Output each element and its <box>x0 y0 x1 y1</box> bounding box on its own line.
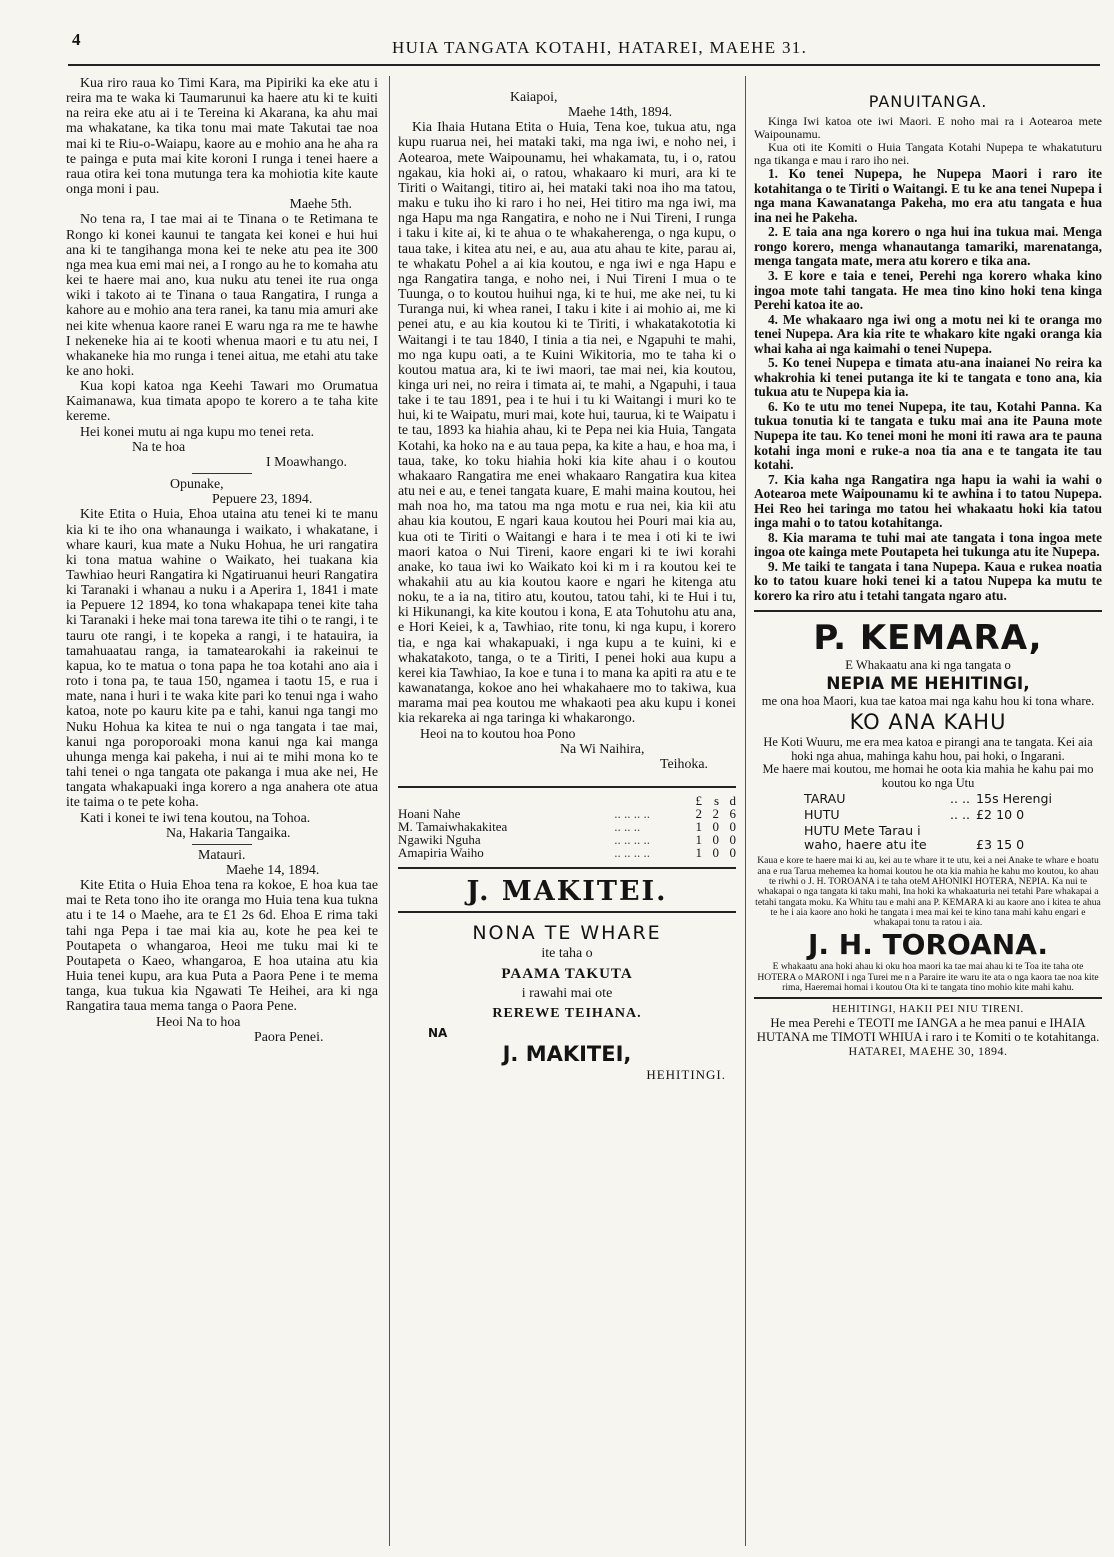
advertiser-name: J. MAKITEI, <box>502 1042 632 1067</box>
ad-heading: KO ANA KAHU <box>849 710 1007 735</box>
dateline: Maehe 5th. <box>289 197 352 213</box>
dateline: Maehe 14th, 1894. <box>568 105 673 121</box>
notice-item: 3. E kore e taia e tenei, Perehi nga korero whaka kino ingoa mote tahi tangata. He mea tino kino hoki tena kinga Perehi katoa ite ao. <box>754 267 1102 313</box>
ad-body: Me haere mai koutou, me homai he oota kia mahia he kahu pai mo koutou ko nga Utu <box>762 762 1094 790</box>
price-list <box>800 790 1056 854</box>
notice-item: 9. Me taiki te tangata i tana Nupepa. Kaua e rukea noatia ko to tatou kuare hoki tenei ki a tatou Nupepa ka mutu te korero ka riro atu i tetahi tangata ngaro atu. <box>754 558 1102 604</box>
ad-body: He Koti Wuuru, me era mea katoa e pirangi ana te tangata. Kei aia hoki nga ahua, mahinga kahu hou, pai hoki, o Ingarani. <box>763 735 1093 763</box>
notices-heading: PANUITANGA. <box>868 92 988 111</box>
advertiser-name: P. KEMARA, <box>813 617 1043 658</box>
ad-line: PAAMA TAKUTA <box>501 966 633 983</box>
signature: Na, Hakaria Tangaika. <box>166 825 291 841</box>
ad-line: E Whakaatu ana ki nga tangata o <box>845 657 1011 672</box>
toroana-advertisement <box>754 928 1102 993</box>
signature: Heoi na to koutou hoa Pono <box>420 726 576 742</box>
advertiser-name: J. H. TOROANA. <box>807 928 1049 962</box>
notice-item: 8. Kia marama te tuhi mai ate tangata i tona ingoa mete ingoa ote kainga mete Poutapeta hei tukunga atu ite Nupepa. <box>754 529 1102 560</box>
ad-place: HEHITINGI. <box>646 1067 726 1083</box>
price-row: HUTU .. .. £2 10 0 <box>804 807 1025 823</box>
separator <box>192 844 252 845</box>
dateline: Maehe 14, 1894. <box>226 862 320 878</box>
shillings-header: s <box>713 793 719 809</box>
column-divider <box>389 76 390 1546</box>
ad-line: me ona hoa Maori, kua tae katoa mai nga kahu hou ki tona whare. <box>761 693 1095 708</box>
ad-place: NEPIA ME HEHITINGI, <box>826 673 1030 694</box>
notice-intro: Kinga Iwi katoa ote iwi Maori. E noho mai ra i Aotearoa mete Waipounamu. <box>754 114 1102 142</box>
advertiser-name: J. MAKITEI. <box>466 876 668 908</box>
section-rule <box>398 867 736 869</box>
price-row: HUTU Mete Tarau i waho, haere atu ite £3 15 0 <box>804 823 1025 853</box>
placeline: Kaiapoi, <box>510 90 558 105</box>
letter-paragraph: No tena ra, I tae mai ai te Tinana o te Retimana te Rongo ki konei kaunui te tangata kei konei e hui hui ana ki te tangihanga mona kei te neke atu pea ite 300 nga mea kua emi mai nei, a I rongo au he to komaha atu kei te haere mai ano, kua nuku atu tenei ite rua onga wiki i takoto ai te Tinana o taua Rangatira, I runga a kahore au e mohio ana tera ranei, ka tanu mia amuri ake nei kite whenua kaore ranei E waru nga ra me te hawhe I nekeneke hia ai te kooti whenua maori e tu atu nei, I whakaneke hia mo runga i tenei aitua, me etahi atu take ke ano hoki. <box>66 212 378 379</box>
notice-item: 6. Ko te utu mo tenei Nupepa, ite tau, Kotahi Panna. Ka tukua tonutia ki te tangata e tuku mai ana ite Pauna mote Nupepa ite tau. Ko tenei moni he moni iti rawa ara te pauna kotahi inga moni e ruke-a noa tia ana e te tangata ite tau kotahi. <box>754 398 1102 473</box>
signature: I Moawhango. <box>266 454 348 470</box>
page-header <box>0 0 1114 70</box>
imprint-heading: HEHITINGI, HAKII PEI NIU TIRENI. <box>832 1003 1024 1016</box>
table-row: Hoani Nahe .. .. .. .. 2 2 6 <box>398 806 736 822</box>
imprint-body: He mea Perehi e TEOTI me IANGA a he mea panui e IHAIA HUTANA me TIMOTI WHIUA i raro i te Komiti o te kotahitanga. <box>756 1016 1100 1045</box>
pence-header: d <box>729 793 736 809</box>
notices-list <box>754 115 1102 603</box>
imprint-date: HATAREI, MAEHE 30, 1894. <box>848 1044 1008 1059</box>
pounds-header: £ <box>695 793 702 809</box>
letter-paragraph: Kati i konei te iwi tena koutou, na Tohoa. <box>80 810 311 826</box>
signature: Na te hoa <box>132 439 186 455</box>
ad-line: NA <box>428 1026 448 1041</box>
column-divider <box>745 76 746 1546</box>
table-row: Amapiria Waiho .. .. .. .. 1 0 0 <box>398 845 736 861</box>
kemara-advertisement <box>754 618 1102 929</box>
column-1 <box>66 76 378 1045</box>
ad-fine-print: Kaua e kore te haere mai ki au, kei au te whare it te utu, kei a nei Anake te whare e hoatu ana e rua Tarua mehemea ka homai koutou he ota kia mahia he kahu mo koutou, ko ahau te riwhi o J. H. TOROANA i te taha oteM AHONIKI HOTERA, NEPIA. Ka nui te whakapai o nga tangata ki taku mahi, Ina hoki ka whakaaturia nei tetahi Pare whakapai a tetahi tangata moku. Ka Whitu tau e mahi ana P. KEMARA ki au kaore ano i kitea te ahua te he i aia kaore ano hoki he tangata i mea mai kei te kino tana mahi kahu engari e whakapai tonu ta ratou i aia. <box>755 855 1101 929</box>
section-rule <box>754 997 1102 999</box>
ad-line: i rawahi mai ote <box>521 986 613 1002</box>
ad-line: NONA TE WHARE <box>472 922 662 945</box>
letter-paragraph: Kua kopi katoa nga Keehi Tawari mo Orumatua Kaimanawa, kua timata apopo te korero a te taha kite kereme. <box>66 379 378 425</box>
placeline: Matauri. <box>198 847 246 863</box>
section-rule <box>754 610 1102 612</box>
notice-intro: Kua oti ite Komiti o Huia Tangata Kotahi Nupepa te whakatuturu nga tikanga e mau i raro iho nei. <box>754 140 1102 168</box>
separator <box>192 473 252 474</box>
imprint-notice <box>754 1003 1102 1059</box>
letter-paragraph: Kite Etita o Huia Ehoa tena ra kokoe, E hoa kua tae mai te Reta tono iho ite oranga mo Huia tena kua tukna atu i te 14 o Maehe, ara te £1 2s 6d. Ehoa E rima taki tahi nga Pepa i tae mai kia au, kote he pea kei te Poutapeta o whangaroa, Heoi me tuku mai ki te Poutapeta o Kaeo, whangaroa, E hoa utaina atu kia Huia tenei kupu, ara kua Puta a Paora Pene i te mema tanga, kua tukua kia Ngawati Te Heihei, ara ki nga Rangatira taua mema tanga o Paora Pene. <box>66 878 378 1015</box>
running-title: HUIA TANGATA KOTAHI, HATAREI, MAEHE 31. <box>392 38 808 57</box>
ad-rule <box>398 911 736 913</box>
column-3 <box>754 76 1102 1059</box>
price-row: TARAU .. .. 15s Herengi <box>804 791 1052 807</box>
letter-paragraph: Hei konei mutu ai nga kupu mo tenei reta. <box>80 424 315 440</box>
page-number: 4 <box>72 30 81 49</box>
ad-line: REREWE TEIHANA. <box>492 1006 642 1022</box>
signature: Na Wi Naihira, <box>560 741 645 757</box>
makitei-advertisement <box>398 875 736 1083</box>
notice-item: 1. Ko tenei Nupepa, he Nupepa Maori i raro ite kotahitanga o te Tiriti o Waitangi. E tu ke ana tenei Nupepa i nga mana Kawanatanga Pakeha, mo era atu tangata e hua ina nei he Pakeha. <box>754 166 1102 225</box>
signature: Paora Penei. <box>254 1029 324 1045</box>
header-rule <box>68 64 1100 66</box>
column-2 <box>398 76 736 1083</box>
letter-paragraph: Kite Etita o Huia, Ehoa utaina atu tenei ki te manu kia ki te iho ona whanaunga i waikato, i whakatane, i whare kauri, kua mate a Nuku Hohua, he uri rangatira ki tona matua wahine o Waikato, hei tuakana kia Tawhiao heuri Rangatira ki Ngatiruanui heuri Rangatira ki Taranaki i whanau a nuku i a Aperira 1, 1841 i mate ia Pepuere 12 1894, ko tona whakapapa tenei kite taha ki Taranaki i heke mai tona tarewa ite tihi o te rangi, i te tauru ote rangi, i te kopeka a rangi, i te hatauira, ia tamahuaatau ranga, ia tamatearokahi ia rakeinui te kapua, ko te matua o tona papa he toa kotahi ano aia i roto i tona pa, te taua 150, ngamea i taotu 15, e rua i mate, nana i huri i te waka kite pari ko tenui nga i waho katoa, note po kauru kite pa e tahi, kanui nga tangi mo Nuku Hohua ka kitea te nui o nga tangata i tae mai, kanui nga poroporoaki mona kanui nga kai manga uhunga menga kai pakeha, i nui ai te mihi mona ko te tahi tenei o nga tangata ote pakanga i mua ake nei, He tangata whakapuaki inga korero a nga anahera ote atua ite taima o te pete koha. <box>66 507 378 811</box>
section-rule <box>398 786 736 788</box>
ad-fine-print: E whakaatu ana hoki ahau ki oku hoa maori ka tae mai ahau ki te Toa ite taha ote HOTERA o MARONI i nga Turei me n a Paraire ite waru ite ata o nga kaora tae noa kite rima, Haeremai homai i koutou Ota ki te tangata tino mohio kite mahi kahu. <box>757 961 1099 994</box>
notice-item: 4. Me whakaaro nga iwi ong a motu nei ki te oranga mo tenei Nupepa. Ara kia rite te whakaro kite ngaki oranga kia whai kaha ai nga kaimahi o tenei Nupepa. <box>754 311 1102 356</box>
letter-paragraph: Kia Ihaia Hutana Etita o Huia, Tena koe, tukua atu, nga kupu ruarua nei, hei mataki taki, ma nga iwi, e noho nei, i Aotearoa, mete Waipounamu, hei whakamata, tu, i o, ratou ngakau, kia hoki ai, o ratou, whakaaro ki muri, ara ki te Tiriti o Waitangi, titiro ai, hei mataki taki noa iho ma tatou, maku e tuku iho ki raro i ho nei, Hei titiro ma nga iwi, ma nga Hapu ma nga Rangatira, e noho ne i Nui Tireni, I runga i taku i kite ai, ki te ahua o te whakaherenga, o nga kupu, o taua take, i kitea atu nei, e au, aua atu ahau te kite, parau ai, te whakatu Pohel a ai kia koutou, e nga iwi e nga Hapu e nga Rangatira tanga, e noho nei, i Nui Tireni I mua o te Tuunga, o to koutou huihui nga, ki te hui, me ake nei, tu ki Turanga nui, ki whea ranei, I taku i kite i ai mohio ai, me ki penei atu, e au kia koutou ki te Tiriti, i whakatakototia ki Waitangi i te tau 1840, I tinia a tia nei, e Ngapuhi te mahi, mo nga kupu oati, a te Kuini Wikitoria, mo te taha ki o koutou matua ara, ki te iwi maori, tae mai nei, kia koutou, kinga uri nei, no reira i timata ai, te mahi, a Ngapuhi, i taua take i te tau 1891, pea i te hui i tu ki Waitangi i muri ko te hui, ki te Waipatu, muri mai, kote hui, taurua, ki te Waipatu i te tau, 1893 ka hiahia ahau, ki te Pepa nei kia Huia, Tangata Kotahi, ka hoko na e au taua pepa, ka kite a hau, e hoa ma, i taua, take, ko toku hiahia hoki kia kite ahau i o koutou whakaaro Rangatira me enei whakaaro Rangatira kua kitea atu nei e au, e tenei tangata kuare, E mahi maina koutou, hei mah noa ho, ma tatou ma nga motu e rua nei, kia kii atu ahau kia koutou, E ngari kaua koutou hei Pouri mai kia au, kua oti te Tiriti o Waitangi e hara i te mea i oti ki te iwi maori katoa o Nui Tireni, kaore engari ki te iwi korahi anake, ko taua iwi ko Waikato koi ki m i ra koutou kei te whakahii atu au kia koutou kaore e ngari he kitenga atu noku, te a ia na, titiro atu, koutou, tatou tahi, ki te Hui i tu, ki Hikunangi, ka kite koutou i kona, E ata Tohutohu atu ana, e Hori Keiei, k a, Tawhiao, rite tonu, ki nga kupu, i korero tia, e nga kai whakapuaki, i nga kupu a te kuini, ki e whakatakoto, tanga, o te a Tiriti, I penei hoki aua kupu a kerei kia Tawhiao, Ia koe e tuna i to mana ka apiti ra atu e te kawanatanga, kokoe ano hei whakahaere mo to takiwa, kua marama mai pea koutou me whakaoti pea aku kupu i konei kia rekareka ai nga taringa ki whakarongo. <box>398 120 736 727</box>
notice-item: 7. Kia kaha nga Rangatira nga hapu ia wahi ia wahi o Aotearoa mete Waipounamu ki te awhina i to tatou Nupepa. Hei Reo hei taringa mo tatou hei whakaatu hoki kia tatou inga mahi o to tatou kotahitanga. <box>754 471 1102 531</box>
letter-paragraph: Kua riro raua ko Timi Kara, ma Pipiriki ka eke atu i reira ma te waka ki Taumarunui ka haere atu ki te kuiti na reira eke atu ai i te Tereina ki Akarana, ka ahu mai ma whakatane, ka tika tonu mai mate Takutai tae noa mai ki te Riu-o-Waiapu, kaore au e mohio ana he aha ra te painga e puta mai kite koroni I runga i tenei haere a raua otira kei tona mutunga tera ka mohiotia kite kaute onga moni i pau. <box>66 76 378 198</box>
table-row: M. Tamaiwhakakitea .. .. .. 1 0 0 <box>398 819 736 835</box>
notice-item: 5. Ko tenei Nupepa e timata atu-ana inaianei No reira ka whakrohia ki tenei putanga ite ki te tangata e tono ana, kia tukua atu te Nupepa kia ia. <box>754 355 1102 400</box>
placeline: Opunake, <box>170 477 224 493</box>
notice-item: 2. E taia ana nga korero o nga hui ina tukua mai. Menga rongo korero, menga whanautanga tamariki, marenatanga, menga tangata mate, mera atu korero e tika ana. <box>754 224 1102 269</box>
signature: Teihoka. <box>660 756 709 772</box>
dateline: Pepuere 23, 1894. <box>212 492 313 508</box>
table-row: Ngawiki Nguha .. .. .. .. 1 0 0 <box>398 832 736 848</box>
subscription-list <box>398 794 736 859</box>
ad-line: ite taha o <box>541 946 593 962</box>
signature: Heoi Na to hoa <box>156 1014 241 1030</box>
